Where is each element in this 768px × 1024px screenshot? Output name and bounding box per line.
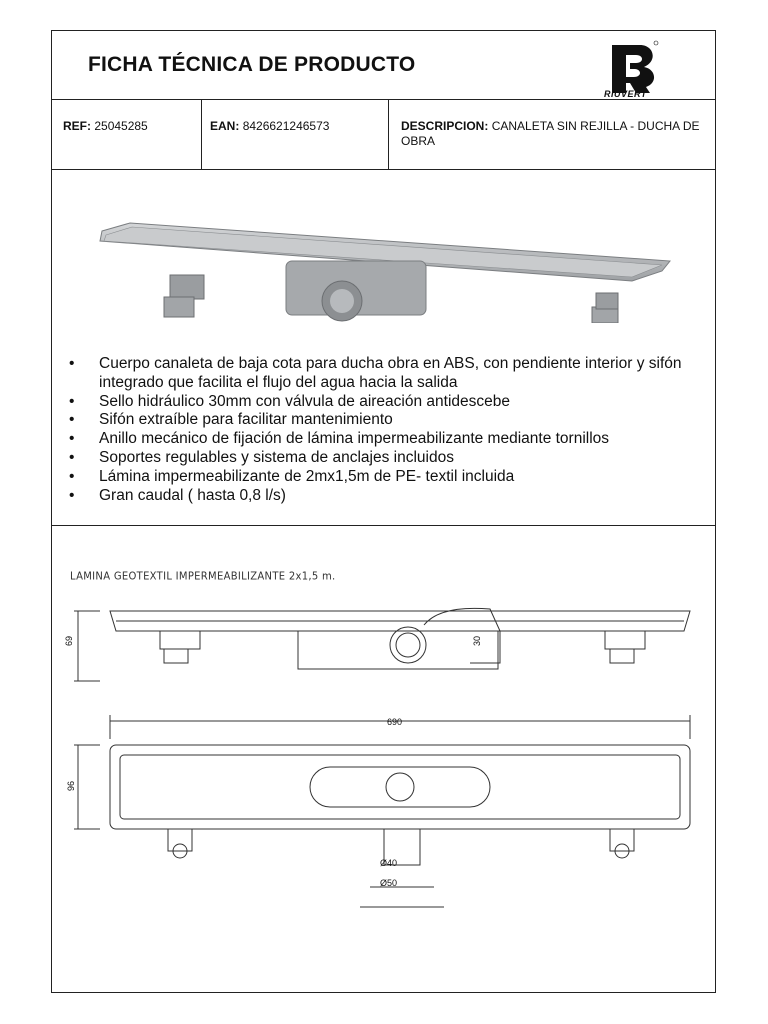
diameter-40-label: Ø40 xyxy=(380,858,398,868)
ean-value: 8426621246573 xyxy=(242,119,330,133)
product-sheet xyxy=(51,30,716,993)
diameter-50-label: Ø50 xyxy=(380,878,398,888)
section-divider xyxy=(52,525,715,526)
header-divider xyxy=(52,99,715,100)
height-dimension: 69 xyxy=(64,635,75,647)
seal-dimension: 30 xyxy=(472,635,483,647)
feature-item: • Gran caudal ( hasta 0,8 l/s) xyxy=(66,487,706,506)
ean-cell xyxy=(210,119,329,134)
length-dimension: 690 xyxy=(387,717,403,727)
feature-item: • Cuerpo canaleta de baja cota para ducha obra en ABS, con pendiente interior y sifón integrado que facilita el flujo del agua hacia la salida xyxy=(66,355,706,393)
ean-label: EAN: xyxy=(210,119,240,133)
feature-item: • Soportes regulables y sistema de anclajes incluidos xyxy=(66,449,706,468)
product-render xyxy=(92,211,672,323)
logo-text: RIUVERT xyxy=(604,89,647,99)
feature-item: • Sifón extraíble para facilitar mantenimiento xyxy=(66,411,706,430)
ref-ean-divider xyxy=(201,99,202,169)
page-title: FICHA TÉCNICA DE PRODUCTO xyxy=(88,53,416,76)
description-value: CANALETA SIN REJILLA - DUCHA DE OBRA xyxy=(401,119,700,148)
description-label: DESCRIPCION: xyxy=(401,119,489,133)
features-list xyxy=(66,355,706,505)
feature-item: • Lámina impermeabilizante de 2mx1,5m de PE- textil incluida xyxy=(66,468,706,487)
ref-label: REF: xyxy=(63,119,91,133)
ref-value: 25045285 xyxy=(94,119,148,133)
description-cell xyxy=(401,119,706,149)
feature-item: • Anillo mecánico de fijación de lámina impermeabilizante mediante tornillos xyxy=(66,430,706,449)
side-elevation-drawing xyxy=(70,601,700,711)
info-divider xyxy=(52,169,715,170)
ref-cell xyxy=(63,119,148,134)
ean-desc-divider xyxy=(388,99,389,169)
feature-item: • Sello hidráulico 30mm con válvula de aireación antidescebe xyxy=(66,393,706,412)
width-dimension: 96 xyxy=(66,780,77,792)
drawing-note: LAMINA GEOTEXTIL IMPERMEABILIZANTE 2x1,5 m. xyxy=(70,570,336,583)
